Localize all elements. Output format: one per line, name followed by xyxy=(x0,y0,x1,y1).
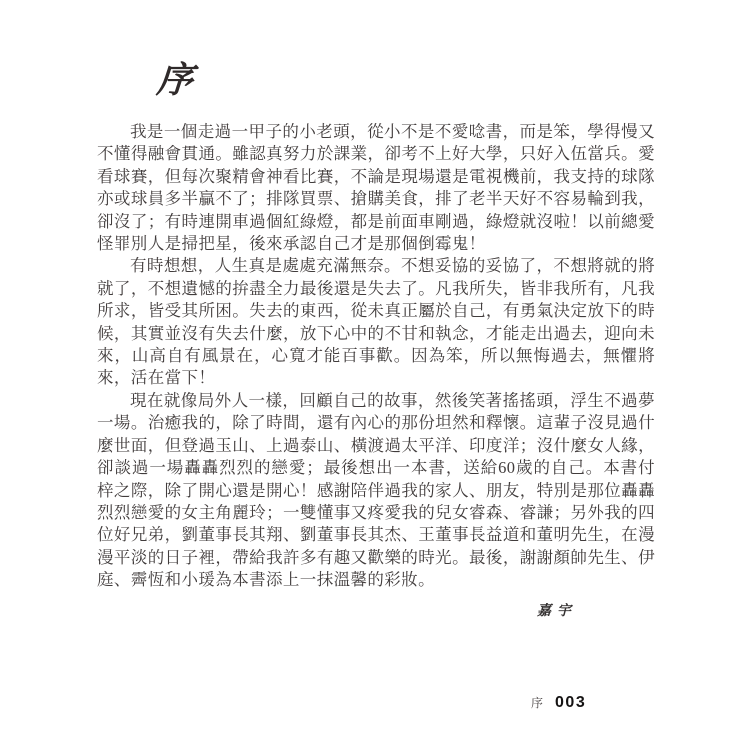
preface-body xyxy=(97,121,655,623)
chapter-title: 序 xyxy=(155,60,197,100)
paragraph: 我是一個走過一甲子的小老頭，從小不是不愛唸書，而是笨，學得慢又不懂得融會貫通。雖認真努力於課業，卻考不上好大學，只好入伍當兵。愛看球賽，但每次聚精會神看比賽，不論是現場還是電視機前，我支持的球隊亦或球員多半贏不了；排隊買票、搶購美食，排了老半天好不容易輪到我，卻沒了；有時連開車過個紅綠燈，都是前面車剛過，綠燈就沒啦！以前總愛怪罪別人是掃把星，後來承認自己才是那個倒霉鬼！ xyxy=(97,122,655,254)
author-signature: 嘉宇 xyxy=(537,603,577,619)
paragraph: 有時想想，人生真是處處充滿無奈。不想妥協的妥協了，不想將就的將就了，不想遺憾的拚盡全力最後還是失去了。凡我所失，皆非我所有，凡我所求，皆受其所困。失去的東西，從未真正屬於自己，有勇氣決定放下的時候，其實並沒有失去什麼，放下心中的不甘和執念，才能走出過去，迎向未來，山高自有風景在，心寬才能百事歡。因為笨，所以無悔過去，無懼將來，活在當下！ xyxy=(97,256,655,388)
footer-chapter-label: 序 xyxy=(531,696,544,710)
paragraph: 現在就像局外人一樣，回顧自己的故事，然後笑著搖搖頭，浮生不過夢一場。治癒我的，除了時間，還有內心的那份坦然和釋懷。這輩子沒見過什麼世面，但登過玉山、上過泰山、橫渡過太平洋、印度洋；沒什麼女人緣，卻談過一場轟轟烈烈的戀愛；最後想出一本書，送給60歲的自己。本書付梓之際，除了開心還是開心！感謝陪伴過我的家人、朋友，特別是那位轟轟烈烈戀愛的女主角麗玲；一雙懂事又疼愛我的兒女睿森、睿謙；另外我的四位好兄弟，劉董事長其翔、劉董事長其杰、王董事長益道和董明先生，在漫漫平淡的日子裡，帶給我許多有趣又歡樂的時光。最後，謝謝顏帥先生、伊庭、霽恆和小瑗為本書添上一抹溫馨的彩妝。 xyxy=(97,390,655,590)
page-footer xyxy=(531,694,586,712)
footer-page-number: 003 xyxy=(555,694,587,711)
